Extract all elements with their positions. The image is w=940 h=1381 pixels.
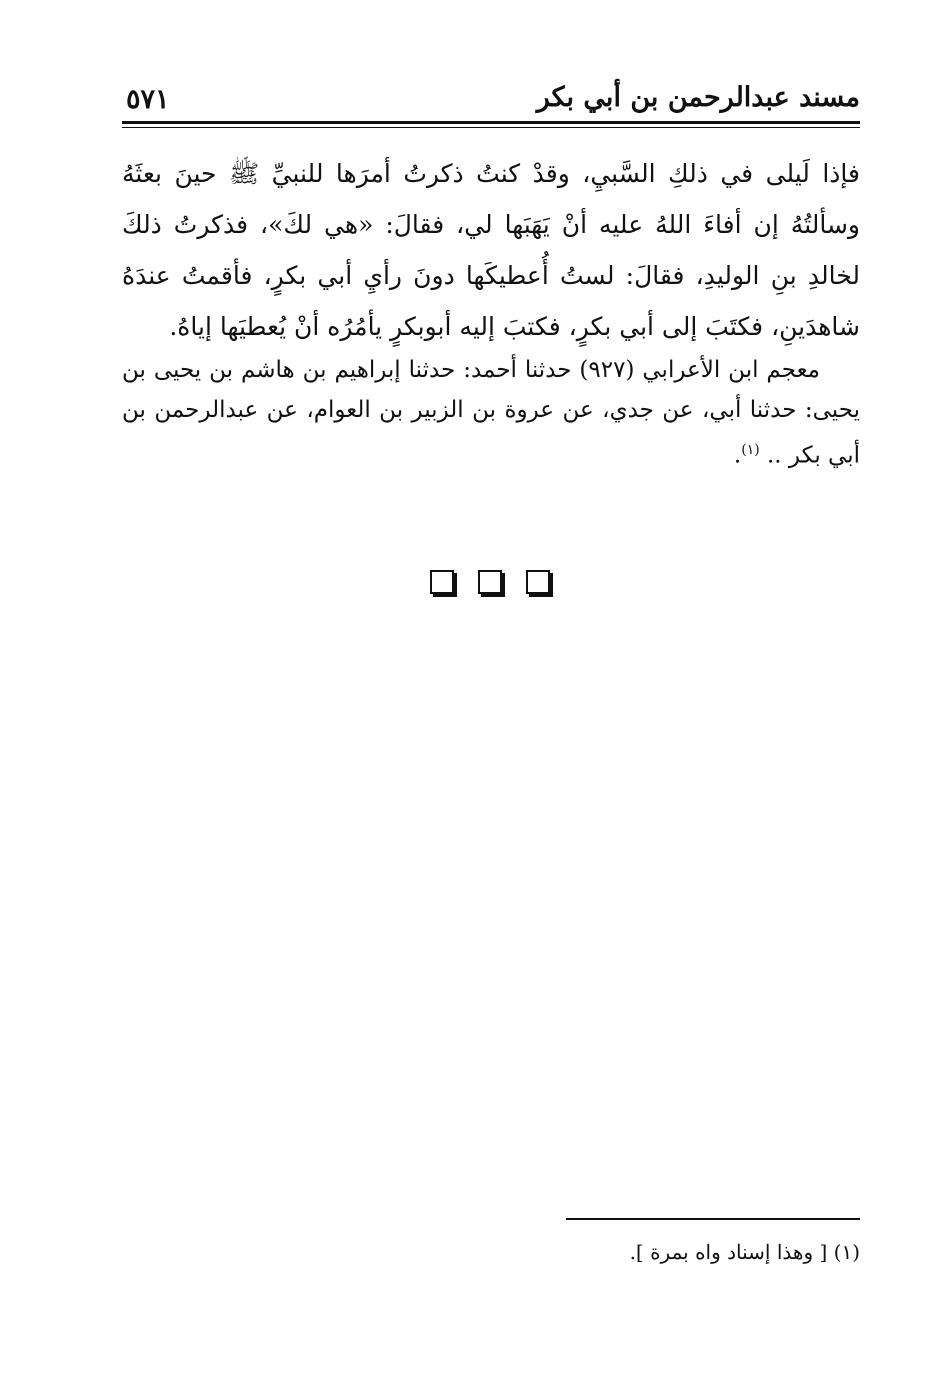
square-icon	[430, 570, 454, 594]
footnote-reference: (١)	[741, 442, 760, 458]
hadith-paragraph	[122, 350, 860, 476]
footnote-marker: (١)	[833, 1240, 860, 1264]
footnote	[122, 1236, 860, 1268]
header-title: مسند عبدالرحمن بن أبي بكر	[536, 82, 860, 113]
running-header	[122, 80, 860, 122]
footnote-rule	[566, 1218, 860, 1220]
page-number: ٥٧١	[126, 84, 170, 115]
square-icon	[526, 570, 550, 594]
square-icon	[478, 570, 502, 594]
main-paragraph: فإذا لَيلى في ذلكِ السَّبيِ، وقدْ كنتُ ذكرتُ أمرَها للنبيِّ ﷺ حينَ بعثَهُ وسألتُهُ إن أفاءَ اللهُ عليه أنْ يَهَبَها لي، فقالَ: «هي لكَ»، فذكرتُ ذلكَ لخالدِ بنِ الوليدِ، فقالَ: لستُ أُعطيكَها دونَ رأيِ أبي بكرٍ، فأقمتُ عندَهُ شاهدَينِ، فكتَبَ إلى أبي بكرٍ، فكتبَ إليه أبوبكرٍ يأمُرُه أنْ يُعطيَها إياهُ.	[122, 159, 860, 341]
three-squares-separator-icon	[428, 570, 558, 596]
hadith-end: .	[733, 442, 742, 469]
footnote-text: [ وهذا إسناد واه بمرة ].	[629, 1240, 828, 1264]
header-rule-thick	[122, 121, 860, 124]
header-rule-thin	[122, 127, 860, 128]
hadith-intro: معجم ابن الأعرابي (٩٢٧) حدثنا أحمد: حدثنا إبراهيم بن هاشم بن يحيى بن يحيى: حدثنا أبي، عن جدي، عن عروة بن الزبير بن العوام، عن عبدالرحمن بن أبي بكر ..	[122, 357, 860, 469]
